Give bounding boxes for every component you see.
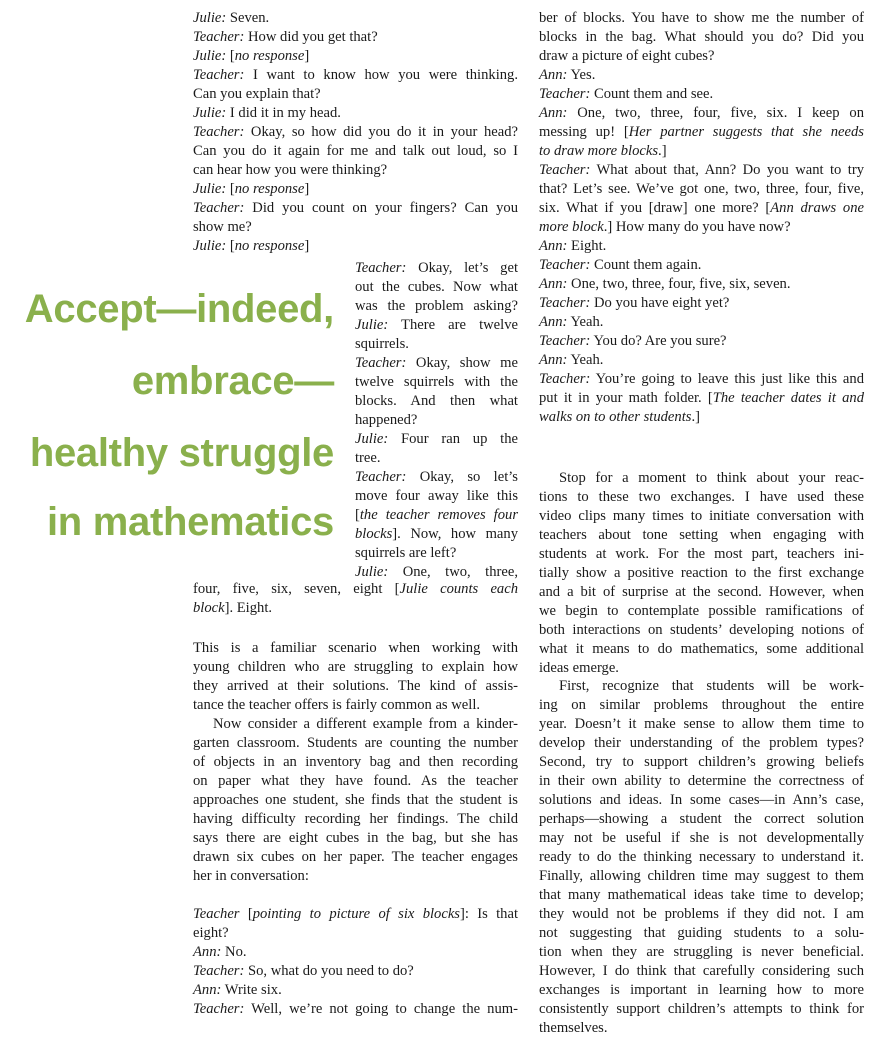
- stage-direction: no response: [234, 238, 305, 254]
- dialogue-line: [193, 9, 518, 28]
- paragraph-line: [193, 772, 518, 791]
- dialogue-text: put it in your math folder. [: [539, 390, 713, 406]
- dialogue-line: [193, 580, 518, 599]
- dialogue-text: blocks in the bag. What should you do? Did you: [539, 29, 864, 45]
- paragraph-line: [559, 469, 864, 488]
- stage-direction: pointing to picture of six blocks: [252, 906, 460, 922]
- body-text: First, recognize that students will be work-: [559, 678, 864, 694]
- body-text: ideas emerge.: [539, 660, 619, 676]
- dialogue-line: [539, 85, 864, 104]
- body-text: develop their understanding of the problem types?: [539, 735, 864, 751]
- body-text: However, I do think that carefully considering such: [539, 963, 864, 979]
- speaker-label: Ann:: [539, 314, 568, 330]
- dialogue-line: [539, 332, 864, 351]
- dialogue-text: Yeah.: [567, 352, 604, 368]
- dialogue-text: ]: [304, 238, 310, 254]
- speaker-label: Teacher:: [539, 295, 591, 311]
- dialogue-text: [: [355, 507, 360, 523]
- body-text: themselves.: [539, 1020, 608, 1036]
- dialogue-text: messing up! [: [539, 124, 629, 140]
- dialogue-line: [539, 237, 864, 256]
- dialogue-text: [: [226, 181, 235, 197]
- dialogue-text: Okay, so how did you do it in your head?: [244, 124, 518, 140]
- dialogue-line: [193, 905, 518, 924]
- dialogue-line: [355, 335, 518, 354]
- paragraph-line: [539, 659, 864, 678]
- stage-direction: no response: [234, 48, 305, 64]
- dialogue-line: [355, 506, 518, 525]
- body-text: that many mathematical ideas take time to develop;: [539, 887, 864, 903]
- body-text: This is a familiar scenario when working with: [193, 640, 518, 656]
- dialogue-text: You’re going to leave this just like this and: [590, 371, 864, 387]
- stage-direction: more block: [539, 219, 604, 235]
- speaker-label: Teacher: [193, 906, 240, 922]
- speaker-label: Ann:: [539, 238, 568, 254]
- dialogue-line: [193, 924, 518, 943]
- dialogue-line: [355, 449, 518, 468]
- dialogue-line: [193, 962, 518, 981]
- pull-quote-line: healthy struggle: [29, 431, 334, 475]
- paragraph-line: [193, 848, 518, 867]
- dialogue-text: Okay, show me: [406, 355, 518, 371]
- body-text: both interactions on students’ developing notions of: [539, 622, 864, 638]
- pull-quote-line: embrace—: [131, 359, 334, 403]
- body-text: teachers about tone setting when engaging with: [539, 527, 864, 543]
- stage-direction: no response: [234, 181, 305, 197]
- paragraph-line: [193, 829, 518, 848]
- body-text: tance the teacher offers is fairly common as well.: [193, 697, 481, 713]
- dialogue-line: [355, 297, 518, 316]
- body-text: year. Doesn’t it make sense to allow them time to: [539, 716, 864, 732]
- pull-quote-line: Accept—indeed,: [24, 287, 334, 331]
- body-text: Finally, allowing children time may suggest to them: [539, 868, 864, 884]
- body-text: tions to these two exchanges. I have used these: [539, 489, 864, 505]
- dialogue-line: [193, 161, 518, 180]
- dialogue-line: [539, 104, 864, 123]
- body-text: garten classroom. Students are counting the number: [193, 735, 518, 751]
- dialogue-line: [539, 28, 864, 47]
- speaker-label: Teacher:: [539, 86, 591, 102]
- dialogue-text: four, five, six, seven, eight [: [193, 581, 400, 597]
- body-text: young children who are struggling to explain how: [193, 659, 518, 675]
- paragraph-line: [539, 621, 864, 640]
- body-text: students at work. For the most part, teachers ini-: [539, 546, 864, 562]
- speaker-label: Ann:: [539, 276, 568, 292]
- dialogue-text: Eight.: [567, 238, 607, 254]
- dialogue-text: Okay, so let’s: [406, 469, 518, 485]
- dialogue-text: .]: [658, 143, 667, 159]
- paragraph-line: [539, 545, 864, 564]
- paragraph-line: [539, 602, 864, 621]
- dialogue-text: [: [239, 906, 253, 922]
- dialogue-text: Write six.: [221, 982, 282, 998]
- dialogue-line: [355, 487, 518, 506]
- dialogue-line: [539, 9, 864, 28]
- paragraph-line: [539, 640, 864, 659]
- dialogue-text: six. What if you [draw] one more? [: [539, 200, 771, 216]
- dialogue-text: No.: [221, 944, 247, 960]
- dialogue-line: [539, 142, 864, 161]
- dialogue-line: [539, 66, 864, 85]
- dialogue-text: squirrels.: [355, 336, 409, 352]
- stage-direction: Julie counts each: [399, 581, 518, 597]
- dialogue-text: move four away like this: [355, 488, 518, 504]
- dialogue-text: Yeah.: [567, 314, 604, 330]
- dialogue-text: twelve squirrels with the: [355, 374, 518, 390]
- dialogue-line: [355, 411, 518, 430]
- paragraph-line: [539, 734, 864, 753]
- dialogue-text: How did you get that?: [244, 29, 378, 45]
- paragraph-line: [539, 867, 864, 886]
- speaker-label: Teacher:: [193, 67, 245, 83]
- speaker-label: Ann:: [193, 982, 222, 998]
- dialogue-text: [: [226, 48, 235, 64]
- dialogue-text: What about that, Ann? Do you want to try: [590, 162, 864, 178]
- body-text: not suggesting that guiding students to a solu-: [539, 925, 864, 941]
- body-text: Stop for a moment to think about your reac-: [559, 470, 864, 486]
- dialogue-text: Well, we’re not going to change the num-: [244, 1001, 518, 1017]
- stage-direction: the teacher removes four: [359, 507, 518, 523]
- dialogue-text: draw a picture of eight cubes?: [539, 48, 715, 64]
- speaker-label: Teacher:: [193, 1001, 245, 1017]
- dialogue-text: One, two, three, four, five, six. I keep on: [567, 105, 864, 121]
- dialogue-line: [539, 199, 864, 218]
- body-text: exchanges is important in learning how to more: [539, 982, 864, 998]
- dialogue-line: [193, 85, 518, 104]
- body-text: says there are eight cubes in the bag, but she has: [193, 830, 518, 846]
- stage-direction: Ann draws one: [770, 200, 865, 216]
- dialogue-text: ]: Is that: [460, 906, 519, 922]
- dialogue-text: ]. Eight.: [224, 600, 273, 616]
- dialogue-line: [355, 316, 518, 335]
- paragraph-line: [539, 753, 864, 772]
- dialogue-line: [355, 354, 518, 373]
- paragraph-line: [193, 696, 518, 715]
- dialogue-text: was the problem asking?: [355, 298, 518, 314]
- dialogue-text: Count them again.: [590, 257, 702, 273]
- dialogue-text: Can you explain that?: [193, 86, 321, 102]
- paragraph-line: [539, 526, 864, 545]
- paragraph-line: [193, 734, 518, 753]
- speaker-label: Teacher:: [355, 355, 407, 371]
- paragraph-line: [539, 829, 864, 848]
- body-text: having difficulty recording her findings. The child: [193, 811, 518, 827]
- paragraph-line: [193, 867, 518, 886]
- dialogue-line: [193, 599, 518, 618]
- dialogue-line: [193, 180, 518, 199]
- dialogue-line: [539, 408, 864, 427]
- body-text: in their own ability to determine the correctness of: [539, 773, 864, 789]
- dialogue-line: [193, 237, 518, 256]
- speaker-label: Julie:: [193, 181, 227, 197]
- paragraph-line: [193, 753, 518, 772]
- dialogue-line: [193, 123, 518, 142]
- speaker-label: Julie:: [355, 317, 389, 333]
- body-text: what it means to do mathematics, some additional: [539, 641, 864, 657]
- dialogue-line: [193, 104, 518, 123]
- body-text: tially show a positive reaction to the first exchange: [539, 565, 864, 581]
- paragraph-line: [539, 1000, 864, 1019]
- dialogue-line: [193, 66, 518, 85]
- dialogue-line: [355, 468, 518, 487]
- dialogue-line: [355, 544, 518, 563]
- dialogue-text: Yes.: [567, 67, 596, 83]
- dialogue-text: that? Let’s see. We’ve got one, two, three, four, five,: [539, 181, 864, 197]
- dialogue-line: [539, 123, 864, 142]
- dialogue-line: [193, 47, 518, 66]
- dialogue-text: I did it in my head.: [226, 105, 341, 121]
- dialogue-text: So, what do you need to do?: [244, 963, 414, 979]
- speaker-label: Ann:: [193, 944, 222, 960]
- body-text: Second, try to support children’s growing beliefs: [539, 754, 864, 770]
- dialogue-line: [539, 351, 864, 370]
- dialogue-line: [539, 275, 864, 294]
- body-text: consistently support children’s attempts to think for: [539, 1001, 864, 1017]
- dialogue-line: [539, 370, 864, 389]
- body-text: ready to do the thinking necessary to understand it.: [539, 849, 864, 865]
- speaker-label: Julie:: [355, 564, 389, 580]
- speaker-label: Teacher:: [193, 200, 245, 216]
- speaker-label: Ann:: [539, 67, 568, 83]
- paragraph-line: [539, 696, 864, 715]
- paragraph-line: [193, 791, 518, 810]
- speaker-label: Teacher:: [539, 162, 591, 178]
- speaker-label: Teacher:: [193, 963, 245, 979]
- paragraph-line: [539, 564, 864, 583]
- dialogue-line: [355, 525, 518, 544]
- dialogue-text: One, two, three,: [388, 564, 518, 580]
- speaker-label: Ann:: [539, 352, 568, 368]
- paragraph-line: [539, 943, 864, 962]
- dialogue-text: Did you count on your fingers? Can you: [244, 200, 518, 216]
- paragraph-line: [193, 639, 518, 658]
- body-text: they arrived at their solutions. The kind of assis-: [193, 678, 518, 694]
- body-text: video clips many times to initiate conversation with: [539, 508, 864, 524]
- speaker-label: Teacher:: [539, 371, 591, 387]
- dialogue-line: [193, 1000, 518, 1019]
- dialogue-line: [539, 218, 864, 237]
- paragraph-line: [539, 886, 864, 905]
- paragraph-line: [193, 677, 518, 696]
- paragraph-line: [539, 1019, 864, 1038]
- dialogue-line: [193, 199, 518, 218]
- body-text: on paper what they have found. As the teacher: [193, 773, 518, 789]
- stage-direction: block: [193, 600, 225, 616]
- dialogue-line: [539, 180, 864, 199]
- dialogue-text: ber of blocks. You have to show me the number of: [539, 10, 864, 26]
- body-text: drawn six cubes on her paper. The teacher engages: [193, 849, 518, 865]
- stage-direction: The teacher dates it and: [712, 390, 864, 406]
- speaker-label: Julie:: [193, 48, 227, 64]
- dialogue-line: [539, 47, 864, 66]
- paragraph-line: [539, 981, 864, 1000]
- dialogue-line: [539, 389, 864, 408]
- dialogue-text: [: [226, 238, 235, 254]
- body-text: perhaps—showing a student the correct solution: [539, 811, 864, 827]
- body-text: they would not be problems if they did not. I am: [539, 906, 864, 922]
- dialogue-text: tree.: [355, 450, 381, 466]
- dialogue-text: ]: [304, 48, 310, 64]
- dialogue-line: [539, 313, 864, 332]
- paragraph-line: [193, 810, 518, 829]
- dialogue-text: One, two, three, four, five, six, seven.: [567, 276, 791, 292]
- body-text: approaches one student, she finds that the student is: [193, 792, 518, 808]
- body-text: solutions and ideas. In some cases—in Ann’s case,: [539, 792, 864, 808]
- dialogue-line: [355, 259, 518, 278]
- dialogue-line: [355, 392, 518, 411]
- body-text: and a bit of surprise at the second. However, when: [539, 584, 864, 600]
- stage-direction: to draw more blocks: [539, 143, 659, 159]
- dialogue-text: .] How many do you have now?: [603, 219, 791, 235]
- dialogue-line: [539, 294, 864, 313]
- dialogue-text: show me?: [193, 219, 252, 235]
- body-text: Now consider a different example from a kinder-: [213, 716, 518, 732]
- speaker-label: Julie:: [355, 431, 389, 447]
- stage-direction: walks on to other students: [539, 409, 692, 425]
- paragraph-line: [539, 962, 864, 981]
- body-text: may not be useful if she is not developmentally: [539, 830, 864, 846]
- dialogue-line: [193, 28, 518, 47]
- dialogue-text: Four ran up the: [388, 431, 518, 447]
- dialogue-text: Seven.: [226, 10, 270, 26]
- speaker-label: Teacher:: [193, 124, 245, 140]
- dialogue-text: blocks. And then what: [355, 393, 518, 409]
- speaker-label: Teacher:: [193, 29, 245, 45]
- body-text: ing on similar problems throughout the entire: [539, 697, 864, 713]
- paragraph-line: [539, 715, 864, 734]
- body-text: of objects in an inventory bag and then recording: [193, 754, 518, 770]
- body-text: tion when they are struggling is never beneficial.: [539, 944, 864, 960]
- dialogue-line: [193, 981, 518, 1000]
- speaker-label: Teacher:: [539, 333, 591, 349]
- paragraph-line: [539, 488, 864, 507]
- dialogue-text: Okay, let’s get: [406, 260, 518, 276]
- paragraph-line: [539, 507, 864, 526]
- speaker-label: Ann:: [539, 105, 568, 121]
- speaker-label: Julie:: [193, 105, 227, 121]
- dialogue-text: squirrels are left?: [355, 545, 457, 561]
- body-text: her in conversation:: [193, 868, 309, 884]
- dialogue-text: can hear how you were thinking?: [193, 162, 388, 178]
- speaker-label: Julie:: [193, 238, 227, 254]
- dialogue-text: I want to know how you were thinking.: [244, 67, 518, 83]
- paragraph-line: [559, 677, 864, 696]
- paragraph-line: [539, 810, 864, 829]
- dialogue-line: [193, 218, 518, 237]
- dialogue-text: You do? Are you sure?: [590, 333, 727, 349]
- pull-quote-line: in mathematics: [46, 500, 334, 544]
- dialogue-text: out the cubes. Now what: [355, 279, 518, 295]
- paragraph-line: [539, 848, 864, 867]
- dialogue-text: eight?: [193, 925, 229, 941]
- dialogue-line: [193, 142, 518, 161]
- paragraph-line: [539, 905, 864, 924]
- dialogue-text: ]: [304, 181, 310, 197]
- dialogue-text: .]: [691, 409, 700, 425]
- paragraph-line: [193, 658, 518, 677]
- paragraph-line: [539, 924, 864, 943]
- speaker-label: Teacher:: [355, 260, 407, 276]
- speaker-label: Teacher:: [355, 469, 407, 485]
- body-text: we begin to contemplate possible ramifications of: [539, 603, 864, 619]
- dialogue-text: ]. Now, how many: [392, 526, 518, 542]
- dialogue-text: Do you have eight yet?: [590, 295, 730, 311]
- paragraph-line: [539, 772, 864, 791]
- speaker-label: Julie:: [193, 10, 227, 26]
- paragraph-line: [213, 715, 518, 734]
- paragraph-line: [539, 791, 864, 810]
- dialogue-text: Count them and see.: [590, 86, 714, 102]
- dialogue-text: Can you do it again for me and talk out loud, so I: [193, 143, 518, 159]
- dialogue-line: [355, 278, 518, 297]
- stage-direction: blocks: [355, 526, 393, 542]
- dialogue-line: [539, 256, 864, 275]
- dialogue-line: [355, 430, 518, 449]
- dialogue-line: [193, 943, 518, 962]
- dialogue-text: There are twelve: [388, 317, 518, 333]
- dialogue-text: happened?: [355, 412, 418, 428]
- dialogue-line: [539, 161, 864, 180]
- paragraph-line: [539, 583, 864, 602]
- dialogue-line: [355, 373, 518, 392]
- speaker-label: Teacher:: [539, 257, 591, 273]
- stage-direction: Her partner suggests that she needs: [628, 124, 864, 140]
